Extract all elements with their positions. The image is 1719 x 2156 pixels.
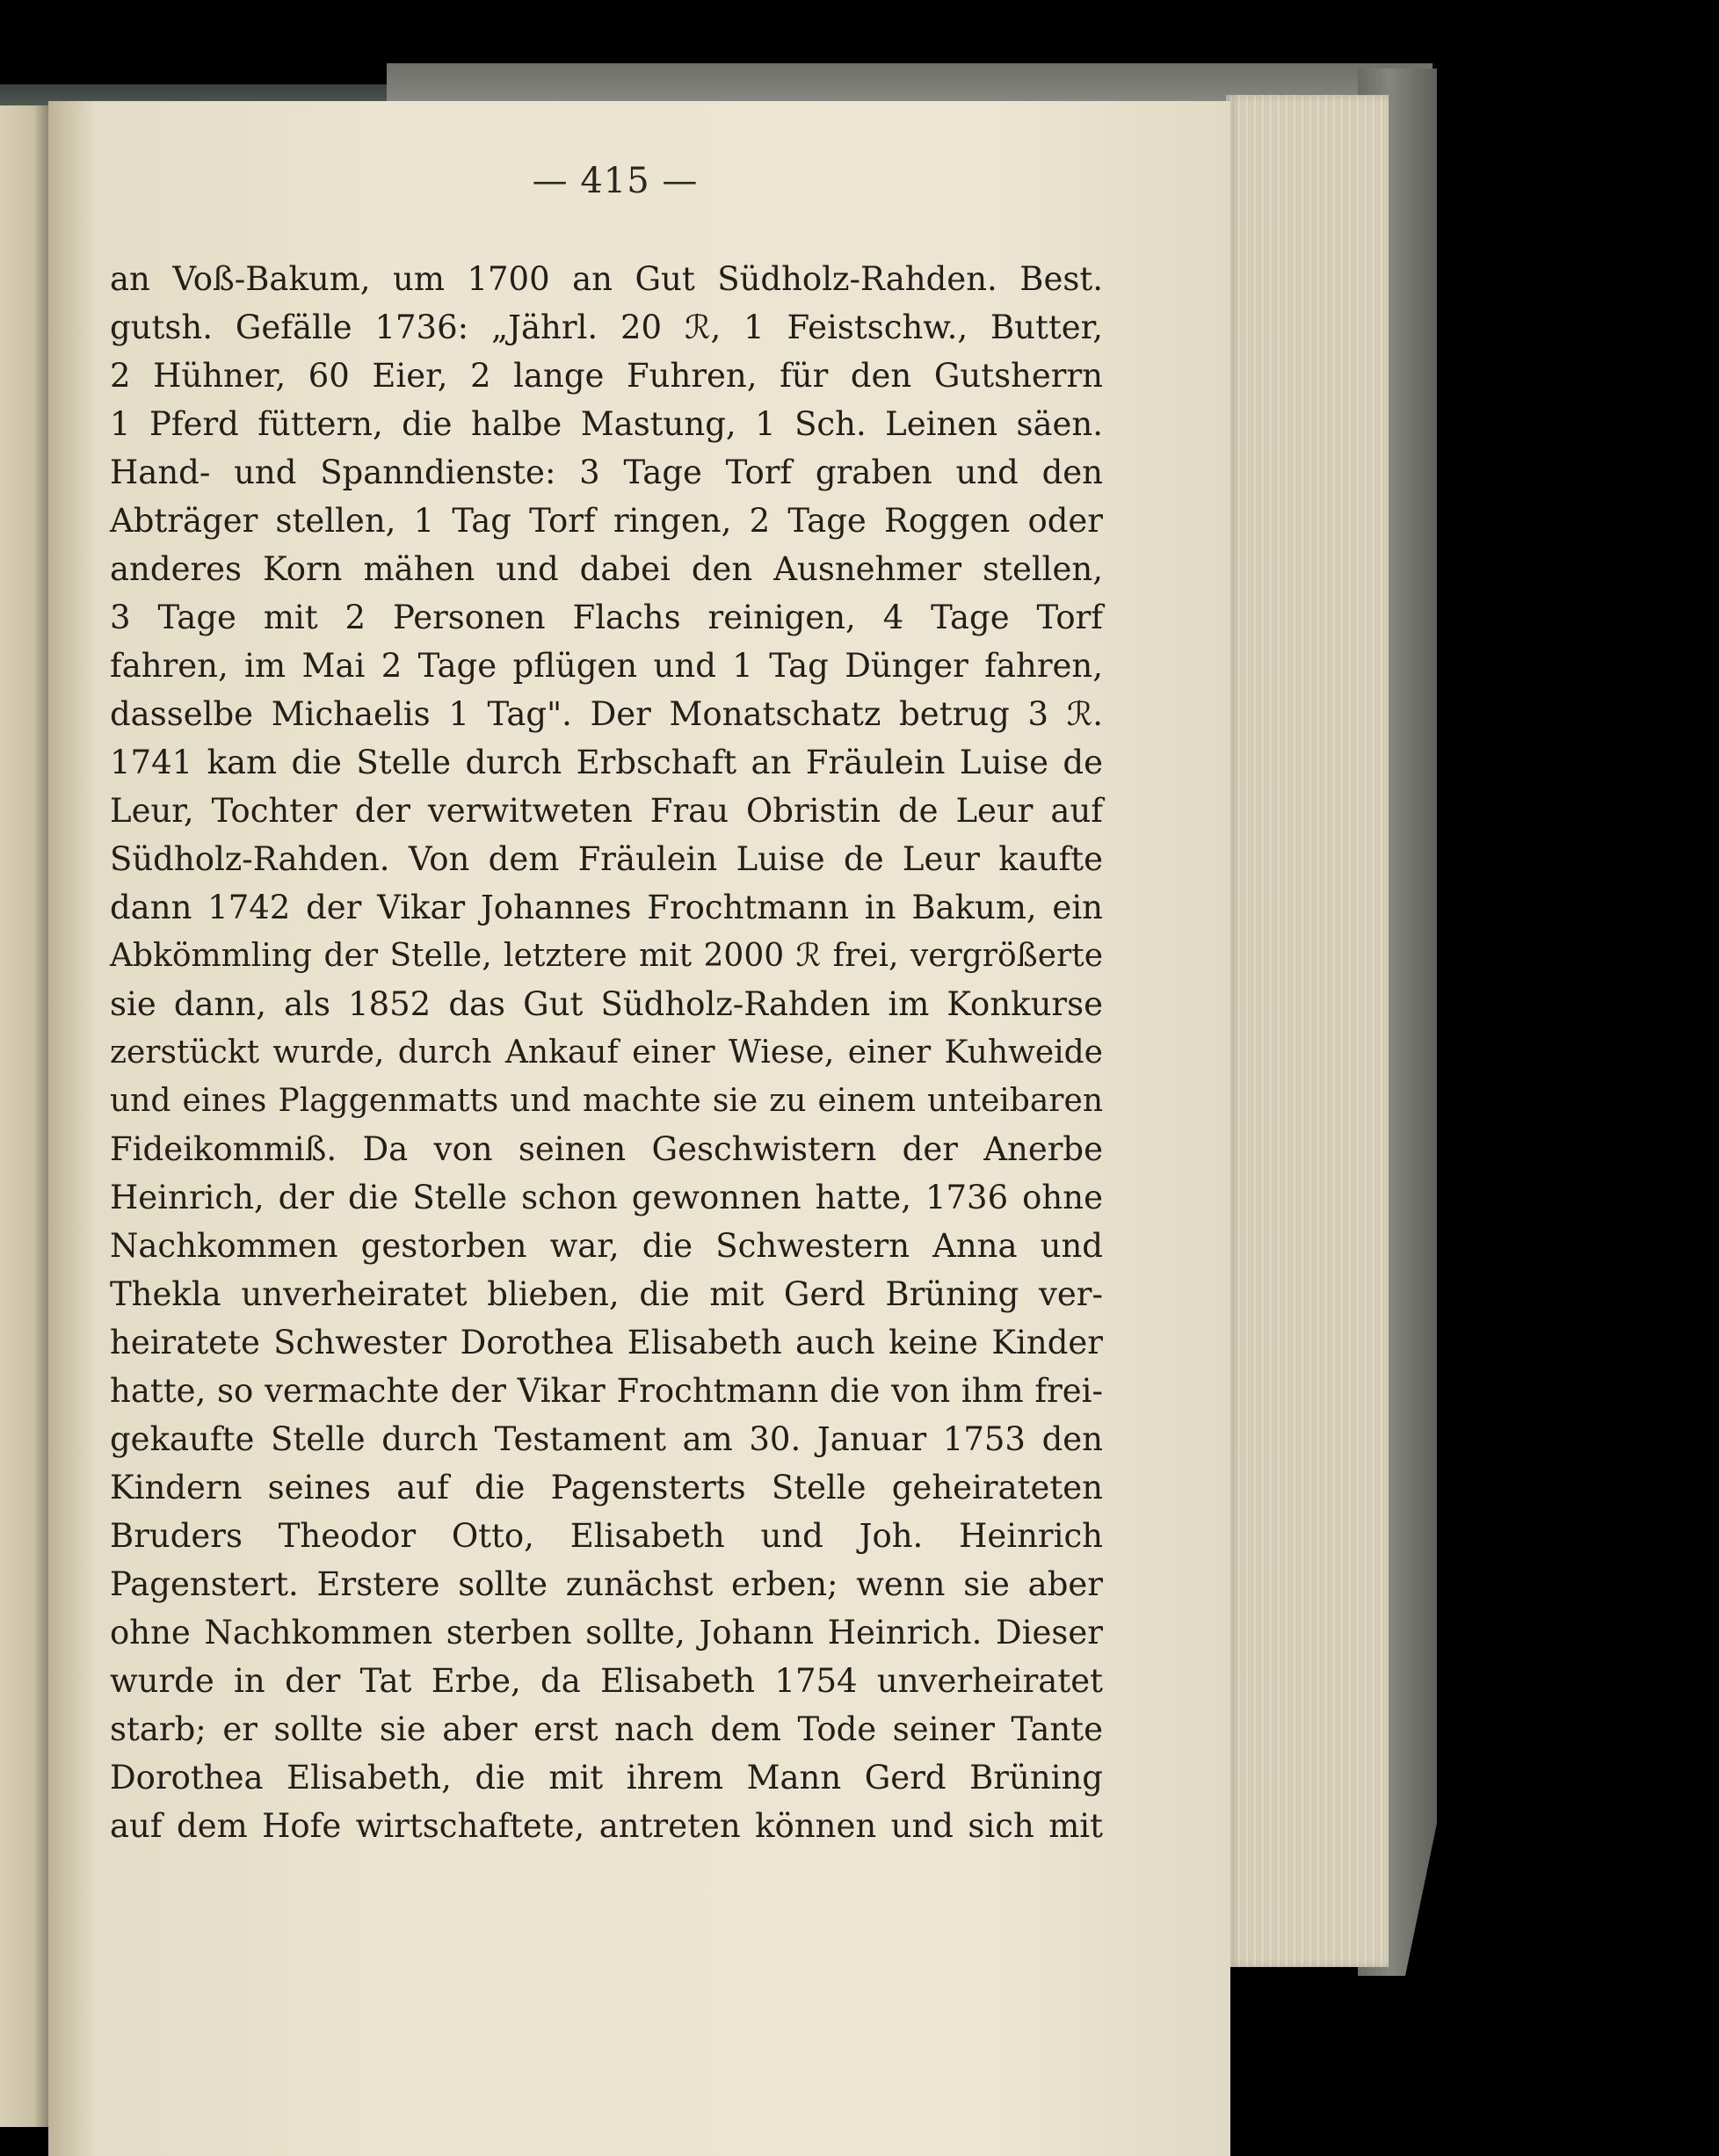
text-line: Heinrich, der die Stelle schon gewonnen hatte, 1736 ohne bbox=[110, 1179, 1103, 1216]
text-line: Fideikommiß. Da von seinen Geschwistern der Anerbe bbox=[110, 1130, 1103, 1168]
text-line: Abkömmling der Stelle, letztere mit 2000 ℛ frei, vergrößerte bbox=[110, 938, 1103, 974]
text-line: Thekla unverheiratet blieben, die mit Gerd Brüning ver- bbox=[110, 1275, 1103, 1313]
text-line: 3 Tage mit 2 Personen Flachs reinigen, 4 Tage Torf bbox=[110, 599, 1103, 636]
text-line: an Voß-Bakum, um 1700 an Gut Südholz-Rahden. Best. bbox=[110, 260, 1103, 298]
page-number: — 415 — bbox=[532, 161, 699, 201]
text-line: 2 Hühner, 60 Eier, 2 lange Fuhren, für den Gutsherrn bbox=[110, 357, 1103, 395]
text-line: dasselbe Michaelis 1 Tag". Der Monatschatz betrug 3 ℛ. bbox=[110, 695, 1103, 733]
text-line: Dorothea Elisabeth, die mit ihrem Mann Gerd Brüning bbox=[110, 1759, 1103, 1797]
text-line: 1741 kam die Stelle durch Erbschaft an Fräulein Luise de bbox=[110, 744, 1103, 781]
text-line: gekaufte Stelle durch Testament am 30. Januar 1753 den bbox=[110, 1420, 1103, 1458]
text-line: Pagenstert. Erstere sollte zunächst erben; wenn sie aber bbox=[110, 1565, 1103, 1603]
text-line: Hand- und Spanndienste: 3 Tage Torf graben und den bbox=[110, 454, 1103, 491]
text-line: starb; er sollte sie aber erst nach dem Tode seiner Tante bbox=[110, 1710, 1103, 1748]
text-line: ohne Nachkommen sterben sollte, Johann Heinrich. Dieser bbox=[110, 1614, 1103, 1651]
text-line: heiratete Schwester Dorothea Elisabeth auch keine Kinder bbox=[110, 1324, 1103, 1361]
text-line: anderes Korn mähen und dabei den Ausnehmer stellen, bbox=[110, 550, 1103, 588]
page-text bbox=[110, 255, 1103, 1850]
text-line: Leur, Tochter der verwitweten Frau Obristin de Leur auf bbox=[110, 792, 1103, 830]
text-line: zerstückt wurde, durch Ankauf einer Wiese, einer Kuhweide bbox=[110, 1034, 1103, 1071]
text-line: Kindern seines auf die Pagensterts Stelle geheirateten bbox=[110, 1469, 1103, 1506]
text-line: Südholz-Rahden. Von dem Fräulein Luise de Leur kaufte bbox=[110, 840, 1103, 878]
page-stack-edges bbox=[1226, 95, 1389, 1967]
text-line: und eines Plaggenmatts und machte sie zu einem unteibaren bbox=[110, 1083, 1103, 1119]
text-line: Bruders Theodor Otto, Elisabeth und Joh. Heinrich bbox=[110, 1517, 1103, 1555]
facing-page-left bbox=[0, 105, 48, 2127]
text-line: sie dann, als 1852 das Gut Südholz-Rahden im Konkurse bbox=[110, 985, 1103, 1023]
text-line: auf dem Hofe wirtschaftete, antreten können und sich mit bbox=[110, 1807, 1103, 1845]
text-line: 1 Pferd füttern, die halbe Mastung, 1 Sch. Leinen säen. bbox=[110, 405, 1103, 443]
text-line: fahren, im Mai 2 Tage pflügen und 1 Tag Dünger fahren, bbox=[110, 647, 1103, 685]
text-line: gutsh. Gefälle 1736: „Jährl. 20 ℛ, 1 Feistschw., Butter, bbox=[110, 309, 1103, 346]
text-line: Abträger stellen, 1 Tag Torf ringen, 2 Tage Roggen oder bbox=[110, 502, 1103, 540]
text-line: Nachkommen gestorben war, die Schwestern Anna und bbox=[110, 1227, 1103, 1265]
text-line: dann 1742 der Vikar Johannes Frochtmann in Bakum, ein bbox=[110, 889, 1103, 926]
book-page bbox=[48, 101, 1230, 2156]
text-line: wurde in der Tat Erbe, da Elisabeth 1754 unverheiratet bbox=[110, 1662, 1103, 1700]
text-line: hatte, so vermachte der Vikar Frochtmann die von ihm frei- bbox=[110, 1372, 1103, 1410]
